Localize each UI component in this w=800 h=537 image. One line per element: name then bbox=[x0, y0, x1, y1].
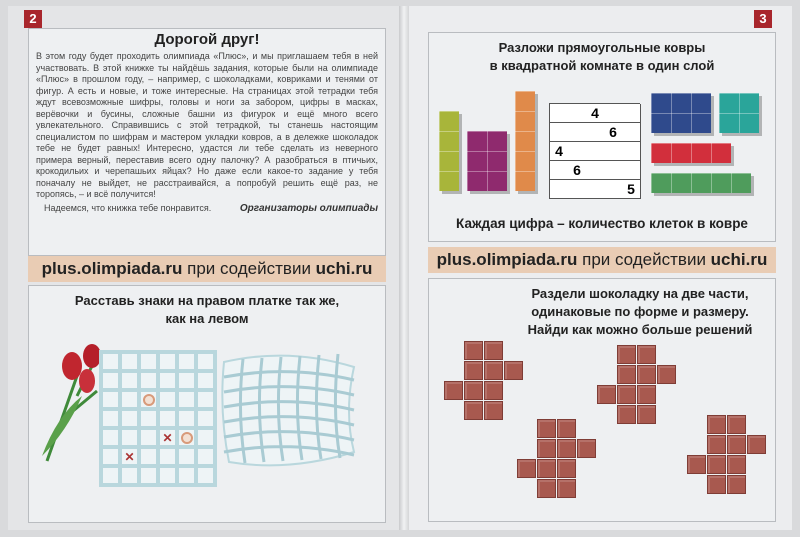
chocolate-piece bbox=[484, 401, 503, 420]
task-line: Расставь знаки на правом платке так же, bbox=[74, 293, 340, 308]
handkerchief-cell bbox=[103, 411, 118, 426]
grid-cell[interactable] bbox=[586, 180, 605, 199]
chocolate-piece bbox=[637, 345, 656, 364]
chocolate-piece bbox=[617, 365, 636, 384]
banner-text: при содействии bbox=[182, 259, 316, 278]
handkerchief-cell bbox=[160, 430, 175, 445]
chocolate-piece bbox=[707, 415, 726, 434]
task-line: как на левом bbox=[165, 311, 249, 326]
grid-cell[interactable] bbox=[622, 161, 641, 180]
letter-signature: Организаторы олимпиады bbox=[239, 202, 378, 214]
site-link[interactable]: plus.olimpiada.ru bbox=[41, 259, 183, 278]
chocolate-piece bbox=[727, 475, 746, 494]
chocolate-piece bbox=[617, 345, 636, 364]
handkerchief-cell bbox=[141, 468, 156, 483]
chocolate-piece bbox=[617, 405, 636, 424]
grid-cell[interactable] bbox=[568, 180, 587, 199]
chocolate-piece bbox=[557, 459, 576, 478]
carpet-3x2[interactable] bbox=[651, 93, 711, 133]
chocolate-piece bbox=[484, 341, 503, 360]
handkerchief-cell bbox=[179, 354, 194, 369]
handkerchief-cell bbox=[141, 411, 156, 426]
handkerchief-cell bbox=[198, 411, 213, 426]
grid-cell[interactable] bbox=[622, 104, 641, 123]
handkerchief-cell bbox=[198, 392, 213, 407]
task-line: одинаковые по форме и размеру. bbox=[531, 304, 749, 319]
chocolate-piece bbox=[577, 439, 596, 458]
handkerchief-cell bbox=[103, 354, 118, 369]
grid-cell[interactable] bbox=[550, 180, 569, 199]
handkerchief-cell bbox=[179, 392, 194, 407]
chocolate-piece bbox=[537, 459, 556, 478]
carpet-1x4[interactable] bbox=[439, 111, 459, 191]
handkerchief-cell bbox=[198, 449, 213, 464]
grid-cell[interactable] bbox=[550, 161, 569, 180]
letter-end-row bbox=[29, 202, 385, 215]
grid-cell[interactable] bbox=[604, 104, 623, 123]
handkerchief-cell bbox=[160, 392, 175, 407]
grid-cell[interactable] bbox=[586, 161, 605, 180]
handkerchief-cell bbox=[122, 392, 137, 407]
partner-link[interactable]: uchi.ru bbox=[315, 259, 373, 278]
handkerchief-cell bbox=[198, 373, 213, 388]
chocolate-piece bbox=[484, 381, 503, 400]
circle-mark-icon bbox=[181, 432, 193, 444]
task-line: Найди как можно больше решений bbox=[527, 322, 753, 337]
handkerchief-cell bbox=[198, 354, 213, 369]
handkerchief-cell bbox=[103, 373, 118, 388]
letter-title: Дорогой друг! bbox=[154, 31, 260, 48]
grid-cell[interactable]: 4 bbox=[586, 104, 605, 123]
handkerchief-cell bbox=[122, 354, 137, 369]
handkerchief-cell bbox=[198, 430, 213, 445]
carpets-task-box bbox=[428, 32, 776, 242]
chocolate-piece bbox=[657, 365, 676, 384]
task-line: Разложи прямоугольные ковры bbox=[498, 40, 706, 55]
chocolate-piece bbox=[537, 439, 556, 458]
carpet-4x1[interactable] bbox=[651, 143, 731, 163]
handkerchief-cell bbox=[122, 430, 137, 445]
chocolate-piece bbox=[557, 479, 576, 498]
chocolate-piece bbox=[517, 459, 536, 478]
handkerchief-cell bbox=[179, 430, 194, 445]
site-banner-right bbox=[428, 247, 776, 273]
grid-cell[interactable] bbox=[568, 123, 587, 142]
chocolate-piece bbox=[444, 381, 463, 400]
chocolate-piece bbox=[637, 405, 656, 424]
chocolate-piece bbox=[687, 455, 706, 474]
handkerchief-cell bbox=[160, 411, 175, 426]
chocolate-piece bbox=[747, 435, 766, 454]
handkerchief-cell bbox=[103, 430, 118, 445]
chocolate-piece bbox=[464, 341, 483, 360]
cross-mark-icon: ✕ bbox=[124, 449, 135, 464]
grid-cell[interactable] bbox=[586, 142, 605, 161]
tulips-image bbox=[37, 336, 107, 466]
grid-cell[interactable]: 4 bbox=[550, 142, 569, 161]
grid-cell[interactable]: 6 bbox=[604, 123, 623, 142]
handkerchief-cell bbox=[179, 468, 194, 483]
grid-cell[interactable] bbox=[622, 142, 641, 161]
letter-box bbox=[28, 28, 386, 256]
chocolate-piece bbox=[617, 385, 636, 404]
handkerchief-cell bbox=[160, 449, 175, 464]
chocolate-piece bbox=[727, 435, 746, 454]
right-handkerchief[interactable] bbox=[219, 352, 359, 472]
chocolate-piece bbox=[464, 401, 483, 420]
chocolate-piece bbox=[707, 475, 726, 494]
grid-cell[interactable] bbox=[622, 123, 641, 142]
site-banner-left bbox=[28, 256, 386, 282]
grid-cell[interactable] bbox=[586, 123, 605, 142]
grid-cell[interactable]: 6 bbox=[568, 161, 587, 180]
handkerchief-cell bbox=[122, 411, 137, 426]
handkerchief-cell bbox=[160, 354, 175, 369]
chocolate-piece bbox=[537, 479, 556, 498]
task-line: в квадратной комнате в один слой bbox=[489, 58, 715, 73]
chocolate-piece bbox=[727, 455, 746, 474]
handkerchief-cell bbox=[141, 373, 156, 388]
chocolate-piece bbox=[637, 365, 656, 384]
chocolate-piece bbox=[707, 435, 726, 454]
grid-cell[interactable] bbox=[550, 123, 569, 142]
handkerchief-cell bbox=[122, 468, 137, 483]
task-line: Раздели шоколадку на две части, bbox=[531, 286, 749, 301]
grid-cell[interactable] bbox=[568, 142, 587, 161]
carpet-2x2[interactable] bbox=[719, 93, 759, 133]
grid-cell[interactable] bbox=[604, 180, 623, 199]
cross-mark-icon: ✕ bbox=[162, 430, 173, 445]
chocolate-piece bbox=[637, 385, 656, 404]
page-number-left: 2 bbox=[24, 10, 42, 28]
handkerchief-cell bbox=[103, 468, 118, 483]
chocolate-piece bbox=[557, 419, 576, 438]
site-link[interactable]: plus.olimpiada.ru bbox=[436, 250, 578, 269]
circle-mark-icon bbox=[143, 394, 155, 406]
grid-cell[interactable] bbox=[568, 104, 587, 123]
letter-body: В этом году будет проходить олимпиада «Плюс», и мы приглашаем тебя в ней участвовать. В этой книжке ты найдёшь задания, которые были на олимпиаде «Плюс» в прошлом году, – например, с шоколадками, ковриками и тенями от фигур. А есть и новые, и тоже интересные. На страницах этой тетрадки тебя ждут всевозможные шифры, головы и ноги за забором, цифры в масках, верёвочки и бусины, сложные башни из фигурок и ещё много всего увлекательного. Справившись с этой тетрадкой, ты станешь настоящим специалистом по шифрам и мастером укладки ковров, а в дележке шоколадок тебе не будет равных! Интересно, удастся ли тебе сделать из неверного примера верный, переставив всего одну палочку? А разобраться в птичьих, крокодильих и черепашьих яйцах? Но даже если какое-то задание у тебя поначалу не выйдет, не расстраивайся, а попробуй решить ещё раз, не торопясь, – и всё получится! bbox=[36, 51, 378, 199]
partner-link[interactable]: uchi.ru bbox=[710, 250, 768, 269]
handkerchief-cell bbox=[179, 411, 194, 426]
handkerchief-cell bbox=[103, 449, 118, 464]
handkerchief-cell bbox=[122, 449, 137, 464]
letter-closing: Надеемся, что книжка тебе понравится. bbox=[44, 202, 212, 213]
chocolate-piece bbox=[727, 415, 746, 434]
grid-cell[interactable] bbox=[604, 142, 623, 161]
carpet-2x3[interactable] bbox=[467, 131, 507, 191]
handkerchief-cell bbox=[141, 430, 156, 445]
chocolate-piece bbox=[464, 381, 483, 400]
chocolate-piece bbox=[597, 385, 616, 404]
handkerchief-cell bbox=[179, 373, 194, 388]
chocolate-piece bbox=[504, 361, 523, 380]
grid-cell[interactable] bbox=[550, 104, 569, 123]
handkerchief-cell bbox=[160, 468, 175, 483]
handkerchief-cell bbox=[198, 468, 213, 483]
handkerchief-cell bbox=[103, 392, 118, 407]
book-spine bbox=[399, 6, 409, 530]
carpets-hint: Каждая цифра – количество клеток в ковре bbox=[456, 216, 748, 231]
chocolate-piece bbox=[537, 419, 556, 438]
left-handkerchief bbox=[99, 350, 217, 487]
banner-text: при содействии bbox=[577, 250, 711, 269]
chocolate-piece bbox=[707, 455, 726, 474]
page-number-right: 3 bbox=[754, 10, 772, 28]
handkerchief-cell bbox=[141, 392, 156, 407]
chocolate-piece bbox=[484, 361, 503, 380]
handkerchief-task-box bbox=[28, 285, 386, 523]
handkerchief-cell bbox=[122, 373, 137, 388]
grid-cell[interactable]: 5 bbox=[622, 180, 641, 199]
handkerchief-cell bbox=[141, 354, 156, 369]
grid-cell[interactable] bbox=[604, 161, 623, 180]
room-grid[interactable] bbox=[549, 103, 640, 199]
chocolate-piece bbox=[464, 361, 483, 380]
carpet-5x1[interactable] bbox=[651, 173, 751, 193]
chocolate-task-box bbox=[428, 278, 776, 522]
handkerchief-cell bbox=[179, 449, 194, 464]
handkerchief-cell bbox=[141, 449, 156, 464]
carpet-1x5[interactable] bbox=[515, 91, 535, 191]
chocolate-piece bbox=[557, 439, 576, 458]
handkerchief-cell bbox=[160, 373, 175, 388]
